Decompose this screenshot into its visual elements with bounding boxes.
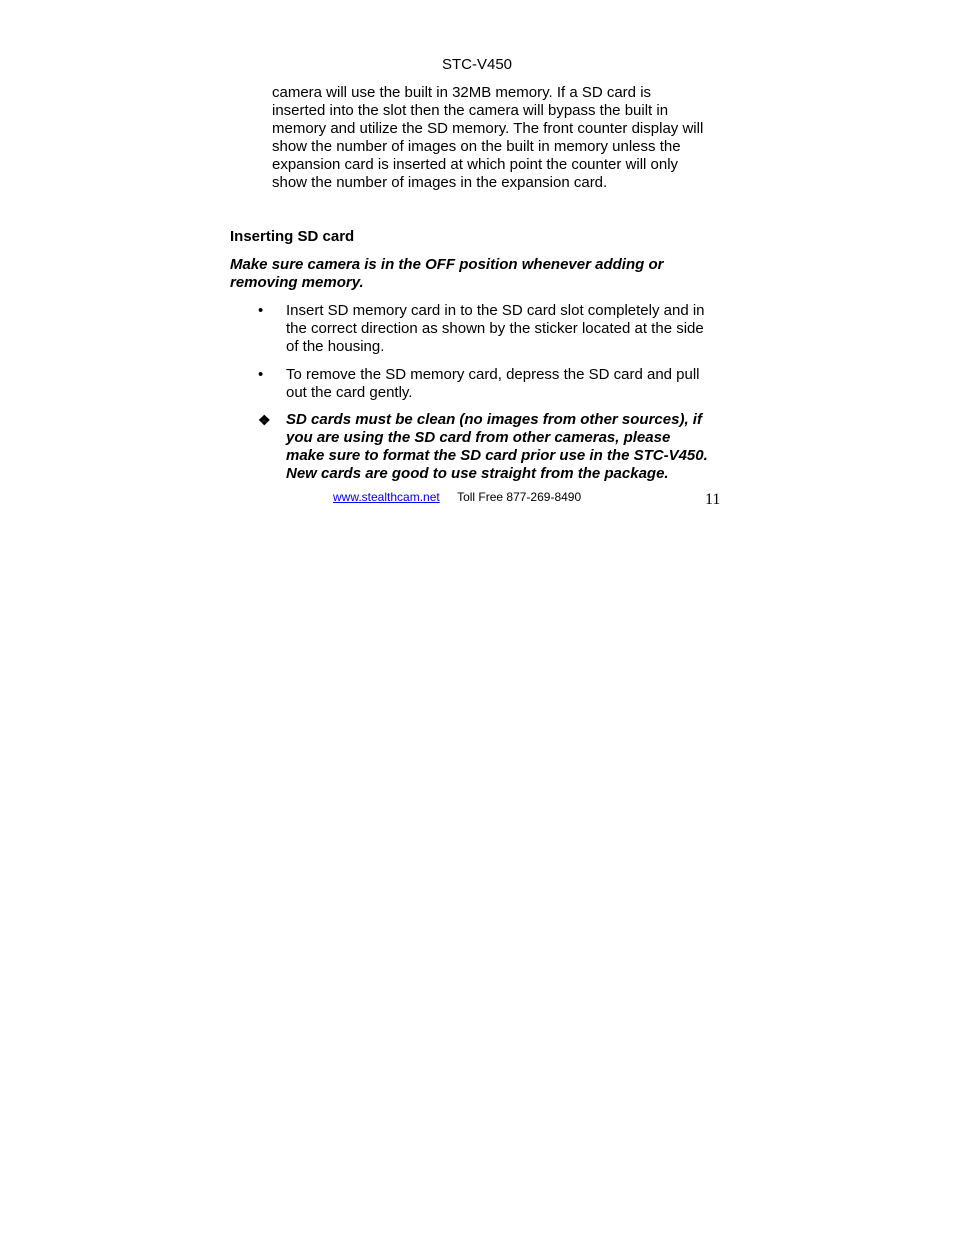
bullet-line: Insert SD memory card in to the SD card slot completely and in — [286, 302, 705, 319]
intro-line: expansion card is inserted at which point the counter will only — [272, 156, 679, 173]
page-number: 11 — [705, 491, 721, 508]
bullet-text — [286, 302, 705, 356]
website-link[interactable]: www.stealthcam.net — [333, 490, 440, 504]
intro-line: show the number of images in the expansion card. — [272, 174, 608, 191]
page-header-model: STC-V450 — [441, 56, 513, 73]
bullet-line: you are using the SD card from other cameras, please — [286, 429, 671, 446]
section-title: Inserting SD card — [230, 228, 355, 245]
diamond-bullet-icon: ❖ — [258, 412, 271, 428]
warning-line: Make sure camera is in the OFF position whenever adding or — [230, 256, 664, 273]
toll-free-number: Toll Free 877-269-8490 — [457, 490, 582, 504]
bullet-line: To remove the SD memory card, depress the SD card and pull — [286, 366, 700, 383]
intro-line: memory and utilize the SD memory. The front counter display will — [272, 120, 704, 137]
bullet-text — [286, 411, 708, 483]
bullet-line: SD cards must be clean (no images from other sources), if — [286, 411, 702, 428]
intro-line: inserted into the slot then the camera will bypass the built in — [272, 102, 669, 119]
bullet-line: the correct direction as shown by the sticker located at the side — [286, 320, 704, 337]
intro-line: show the number of images on the built in memory unless the — [272, 138, 681, 155]
bullet-dot-icon: • — [258, 302, 264, 319]
bullet-line: out the card gently. — [286, 384, 413, 401]
intro-paragraph — [272, 84, 732, 192]
bullet-dot-icon: • — [258, 366, 264, 383]
bullet-line: of the housing. — [286, 338, 385, 355]
warning-note — [230, 256, 730, 292]
warning-line: removing memory. — [230, 274, 364, 291]
bullet-line: make sure to format the SD card prior use in the STC-V450. — [286, 447, 708, 464]
bullet-text — [286, 366, 700, 402]
page-footer — [333, 490, 581, 505]
bullet-line: New cards are good to use straight from the package. — [286, 465, 669, 482]
intro-line: camera will use the built in 32MB memory. If a SD card is — [272, 84, 652, 101]
